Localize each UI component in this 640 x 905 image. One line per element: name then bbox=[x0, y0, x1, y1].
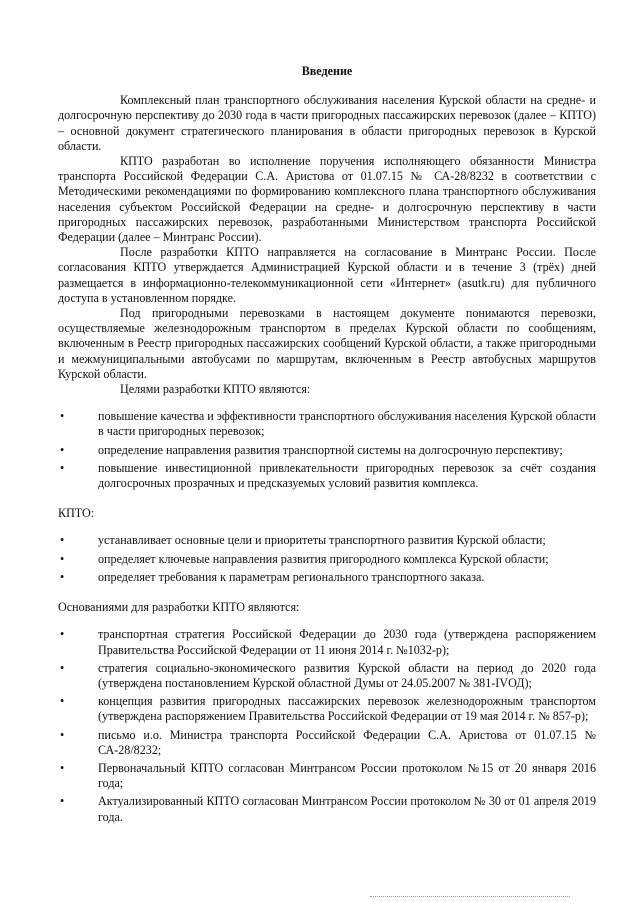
intro-paragraph: После разработки КПТО направляется на согласование в Минтранс России. После согласования КПТО утверждается Администрацией Курской области и в течение 3 (трёх) дней размещается в информационно-телекоммуникационной сети «Интернет» (asutk.ru) для публичного доступа в установленном порядке. bbox=[58, 245, 596, 305]
bullet-icon: • bbox=[60, 442, 65, 457]
intro-paragraph: КПТО разработан во исполнение поручения исполняющего обязанности Министра транспорта Российской Федерации С.А. Аристова от 01.07.15 № СА-28/8232 в соответствии с Методическими рекомендациями по формированию комплексного плана транспортного обслуживания населения субъектом Российской Федерации на средне- и долгосрочную перспективу в части пригородных пассажирских перевозок, разработанными Министерством транспорта Российской Федерации (далее – Минтранс России). bbox=[58, 154, 596, 245]
list-item-text: повышение инвестиционной привлекательности пригородных перевозок за счёт создания долгосрочных прозрачных и предсказуемых условий развития комплекса. bbox=[98, 460, 596, 491]
kpto-list bbox=[58, 533, 596, 585]
goals-list bbox=[58, 409, 596, 491]
bullet-icon: • bbox=[60, 551, 65, 566]
intro-paragraph: Комплексный план транспортного обслуживания населения Курской области на средне- и долгосрочную перспективу до 2030 года в части пригородных пассажирских перевозок (далее – КПТО) – основной документ стратегического планирования в области пригородных перевозок в Курской области. bbox=[58, 93, 596, 153]
list-item bbox=[58, 570, 596, 585]
bullet-icon: • bbox=[60, 694, 65, 709]
list-item-text: концепция развития пригородных пассажирских перевозок железнодорожным транспортом (утверждена распоряжением Правительства Российской Федерации от 19 мая 2014 г. № 857-р); bbox=[98, 694, 596, 724]
list-item-text: определение направления развития транспортной системы на долгосрочную перспективу; bbox=[98, 442, 563, 457]
list-item-text: письмо и.о. Министра транспорта Российской Федерации С.А. Аристова от 01.07.15 № СА-28/8232; bbox=[98, 727, 596, 757]
list-item-text: устанавливает основные цели и приоритеты транспортного развития Курской области; bbox=[98, 533, 546, 548]
list-item bbox=[58, 443, 596, 458]
bullet-icon: • bbox=[60, 569, 65, 584]
page-title: Введение bbox=[301, 64, 353, 78]
list-item bbox=[58, 761, 596, 791]
list-item-text: определяет ключевые направления развития пригородного комплекса Курской области; bbox=[98, 551, 549, 566]
bullet-icon: • bbox=[60, 794, 65, 809]
document-page bbox=[58, 64, 596, 828]
bullet-icon: • bbox=[60, 660, 65, 675]
kpto-heading: КПТО: bbox=[58, 506, 95, 521]
list-item bbox=[58, 533, 596, 548]
basis-heading: Основаниями для разработки КПТО являются: bbox=[58, 600, 300, 615]
list-item bbox=[58, 461, 596, 491]
list-item-text: стратегия социально-экономического развития Курской области на период до 2020 года (утверждена постановлением Курской областной Думы от 24.05.2007 № 381-IVОД); bbox=[98, 660, 596, 690]
bullet-icon: • bbox=[60, 627, 65, 642]
bullet-icon: • bbox=[60, 727, 65, 742]
list-item-text: транспортная стратегия Российской Федерации до 2030 года (утверждена распоряжением Правительства Российской Федерации от 11 июня 2014 г. №1032-р); bbox=[98, 627, 596, 657]
list-item bbox=[58, 728, 596, 758]
bullet-icon: • bbox=[60, 409, 65, 424]
list-item-text: повышение качества и эффективности транспортного обслуживания населения Курской области в части пригородных перевозок; bbox=[98, 409, 596, 439]
goals-lead-in: Целями разработки КПТО являются: bbox=[120, 382, 311, 397]
list-item bbox=[58, 661, 596, 691]
list-item bbox=[58, 694, 596, 724]
bullet-icon: • bbox=[60, 460, 65, 475]
list-item-text: определяет требования к параметрам регионального транспортного заказа. bbox=[98, 569, 485, 584]
bullet-icon: • bbox=[60, 533, 65, 548]
intro-paragraph: Под пригородными перевозками в настоящем документе понимаются перевозки, осуществляемые железнодорожным транспортом в пределах Курской области по сообщениям, включенным в Реестр пригородных пассажирских сообщений Курской области, а также пригородными и межмуниципальными автобусами по маршрутам, включенным в Реестр автобусных маршрутов Курской области. bbox=[58, 306, 596, 381]
list-item-text: Первоначальный КПТО согласован Минтрансом России протоколом №15 от 20 января 2016 года; bbox=[98, 760, 596, 791]
basis-list bbox=[58, 627, 596, 824]
list-item bbox=[58, 409, 596, 439]
footer-divider bbox=[370, 896, 570, 897]
bullet-icon: • bbox=[60, 760, 65, 775]
list-item-text: Актуализированный КПТО согласован Минтрансом России протоколом № 30 от 01 апреля 2019 года. bbox=[98, 794, 596, 824]
list-item bbox=[58, 794, 596, 824]
list-item bbox=[58, 552, 596, 567]
list-item bbox=[58, 627, 596, 657]
